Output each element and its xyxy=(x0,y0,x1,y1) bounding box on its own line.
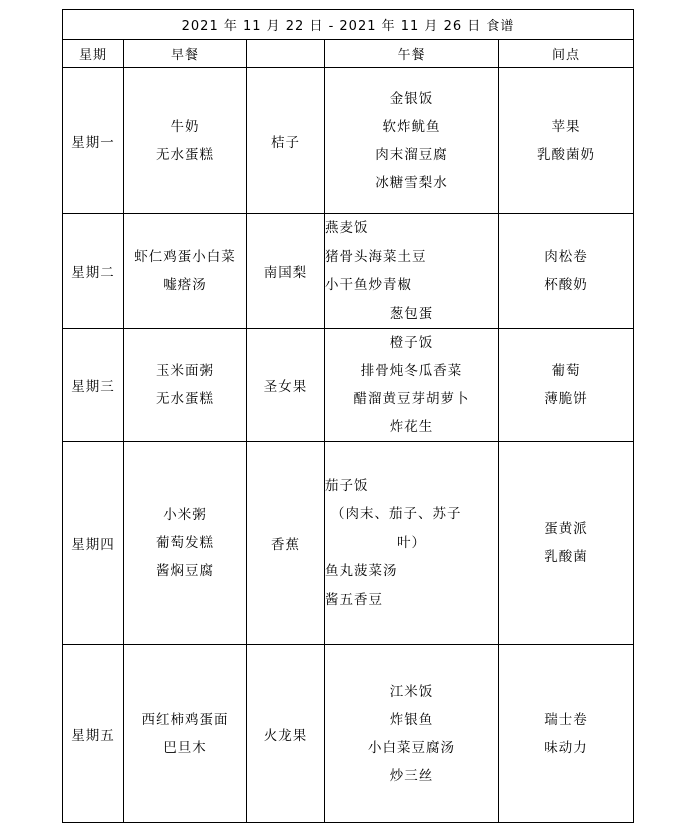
header-fruit xyxy=(247,40,325,68)
snack-cell xyxy=(499,442,634,645)
snack-item: 肉松卷 xyxy=(544,249,588,265)
breakfast-cell xyxy=(124,645,247,823)
header-snack: 间点 xyxy=(499,40,634,68)
breakfast-item: 巴旦木 xyxy=(163,739,207,756)
fruit-cell: 桔子 xyxy=(247,68,325,214)
breakfast-cell xyxy=(124,442,247,645)
table-row xyxy=(63,329,634,442)
snack-cell xyxy=(499,645,634,823)
snack-item: 薄脆饼 xyxy=(544,391,588,407)
lunch-item: 猪骨头海菜土豆 xyxy=(325,248,427,265)
table-row xyxy=(63,442,634,645)
day-cell: 星期二 xyxy=(63,214,124,329)
lunch-item: 金银饭 xyxy=(389,90,434,107)
day-cell: 星期四 xyxy=(63,442,124,645)
lunch-item: 软炸鱿鱼 xyxy=(382,118,441,135)
lunch-cell xyxy=(325,645,499,823)
fruit-cell: 火龙果 xyxy=(247,645,325,823)
day-cell: 星期三 xyxy=(63,329,124,442)
breakfast-item: 虾仁鸡蛋小白菜 xyxy=(134,249,236,265)
breakfast-item: 小米粥 xyxy=(163,507,207,523)
lunch-cell xyxy=(325,68,499,214)
snack-item: 味动力 xyxy=(544,739,588,756)
lunch-cell xyxy=(325,214,499,329)
lunch-item: 小白菜豆腐汤 xyxy=(368,739,455,756)
lunch-item: 排骨炖冬瓜香菜 xyxy=(360,363,463,379)
breakfast-item: 无水蛋糕 xyxy=(156,391,214,407)
lunch-item: 葱包蛋 xyxy=(389,305,434,322)
lunch-item: 炸花生 xyxy=(389,419,434,435)
lunch-item: 炸银鱼 xyxy=(389,711,434,728)
table-row xyxy=(63,68,634,214)
breakfast-item: 玉米面粥 xyxy=(156,363,214,379)
lunch-item: 茄子饭 xyxy=(325,477,369,494)
snack-item: 杯酸奶 xyxy=(544,277,588,293)
header-row xyxy=(63,40,634,68)
fruit-cell: 香蕉 xyxy=(247,442,325,645)
lunch-item: 鱼丸菠菜汤 xyxy=(325,563,398,580)
lunch-item: 橙子饭 xyxy=(389,335,434,351)
table-row xyxy=(63,214,634,329)
snack-item: 苹果 xyxy=(551,118,581,135)
snack-item: 蛋黄派 xyxy=(544,521,588,537)
breakfast-item: 西红柿鸡蛋面 xyxy=(141,711,229,728)
breakfast-item: 牛奶 xyxy=(170,118,200,135)
lunch-cell xyxy=(325,329,499,442)
lunch-item: 燕麦饭 xyxy=(325,220,369,236)
lunch-item: 酱五香豆 xyxy=(325,591,383,608)
lunch-item: 炒三丝 xyxy=(389,767,434,784)
lunch-item: 叶） xyxy=(397,534,426,551)
header-breakfast: 早餐 xyxy=(124,40,247,68)
snack-item: 乳酸菌 xyxy=(544,549,588,565)
breakfast-item: 嘘瘩汤 xyxy=(163,277,207,293)
lunch-item: 肉末溜豆腐 xyxy=(375,146,448,163)
day-cell: 星期一 xyxy=(63,68,124,214)
lunch-item: 小干鱼炒青椒 xyxy=(325,277,412,293)
snack-item: 葡萄 xyxy=(551,363,581,379)
table-row xyxy=(63,645,634,823)
breakfast-item: 无水蛋糕 xyxy=(156,146,214,163)
breakfast-cell xyxy=(124,68,247,214)
snack-cell xyxy=(499,214,634,329)
snack-cell xyxy=(499,329,634,442)
lunch-cell xyxy=(325,442,499,645)
breakfast-cell xyxy=(124,214,247,329)
menu-table xyxy=(62,9,634,823)
breakfast-cell xyxy=(124,329,247,442)
snack-item: 乳酸菌奶 xyxy=(537,146,595,163)
lunch-item: 江米饭 xyxy=(389,683,434,700)
breakfast-item: 酱焖豆腐 xyxy=(156,563,214,579)
day-cell: 星期五 xyxy=(63,645,124,823)
lunch-item: （肉末、茄子、苏子 xyxy=(331,506,462,523)
title-row xyxy=(63,10,634,40)
fruit-cell: 南国梨 xyxy=(247,214,325,329)
snack-item: 瑞士卷 xyxy=(544,711,588,728)
header-lunch: 午餐 xyxy=(325,40,499,68)
menu-title: 2021 年 11 月 22 日 - 2021 年 11 月 26 日 食谱 xyxy=(63,10,634,40)
breakfast-item: 葡萄发糕 xyxy=(156,535,214,551)
snack-cell xyxy=(499,68,634,214)
lunch-item: 冰糖雪梨水 xyxy=(375,174,448,191)
fruit-cell: 圣女果 xyxy=(247,329,325,442)
lunch-item: 醋溜黄豆芽胡萝卜 xyxy=(353,391,470,407)
header-day: 星期 xyxy=(63,40,124,68)
